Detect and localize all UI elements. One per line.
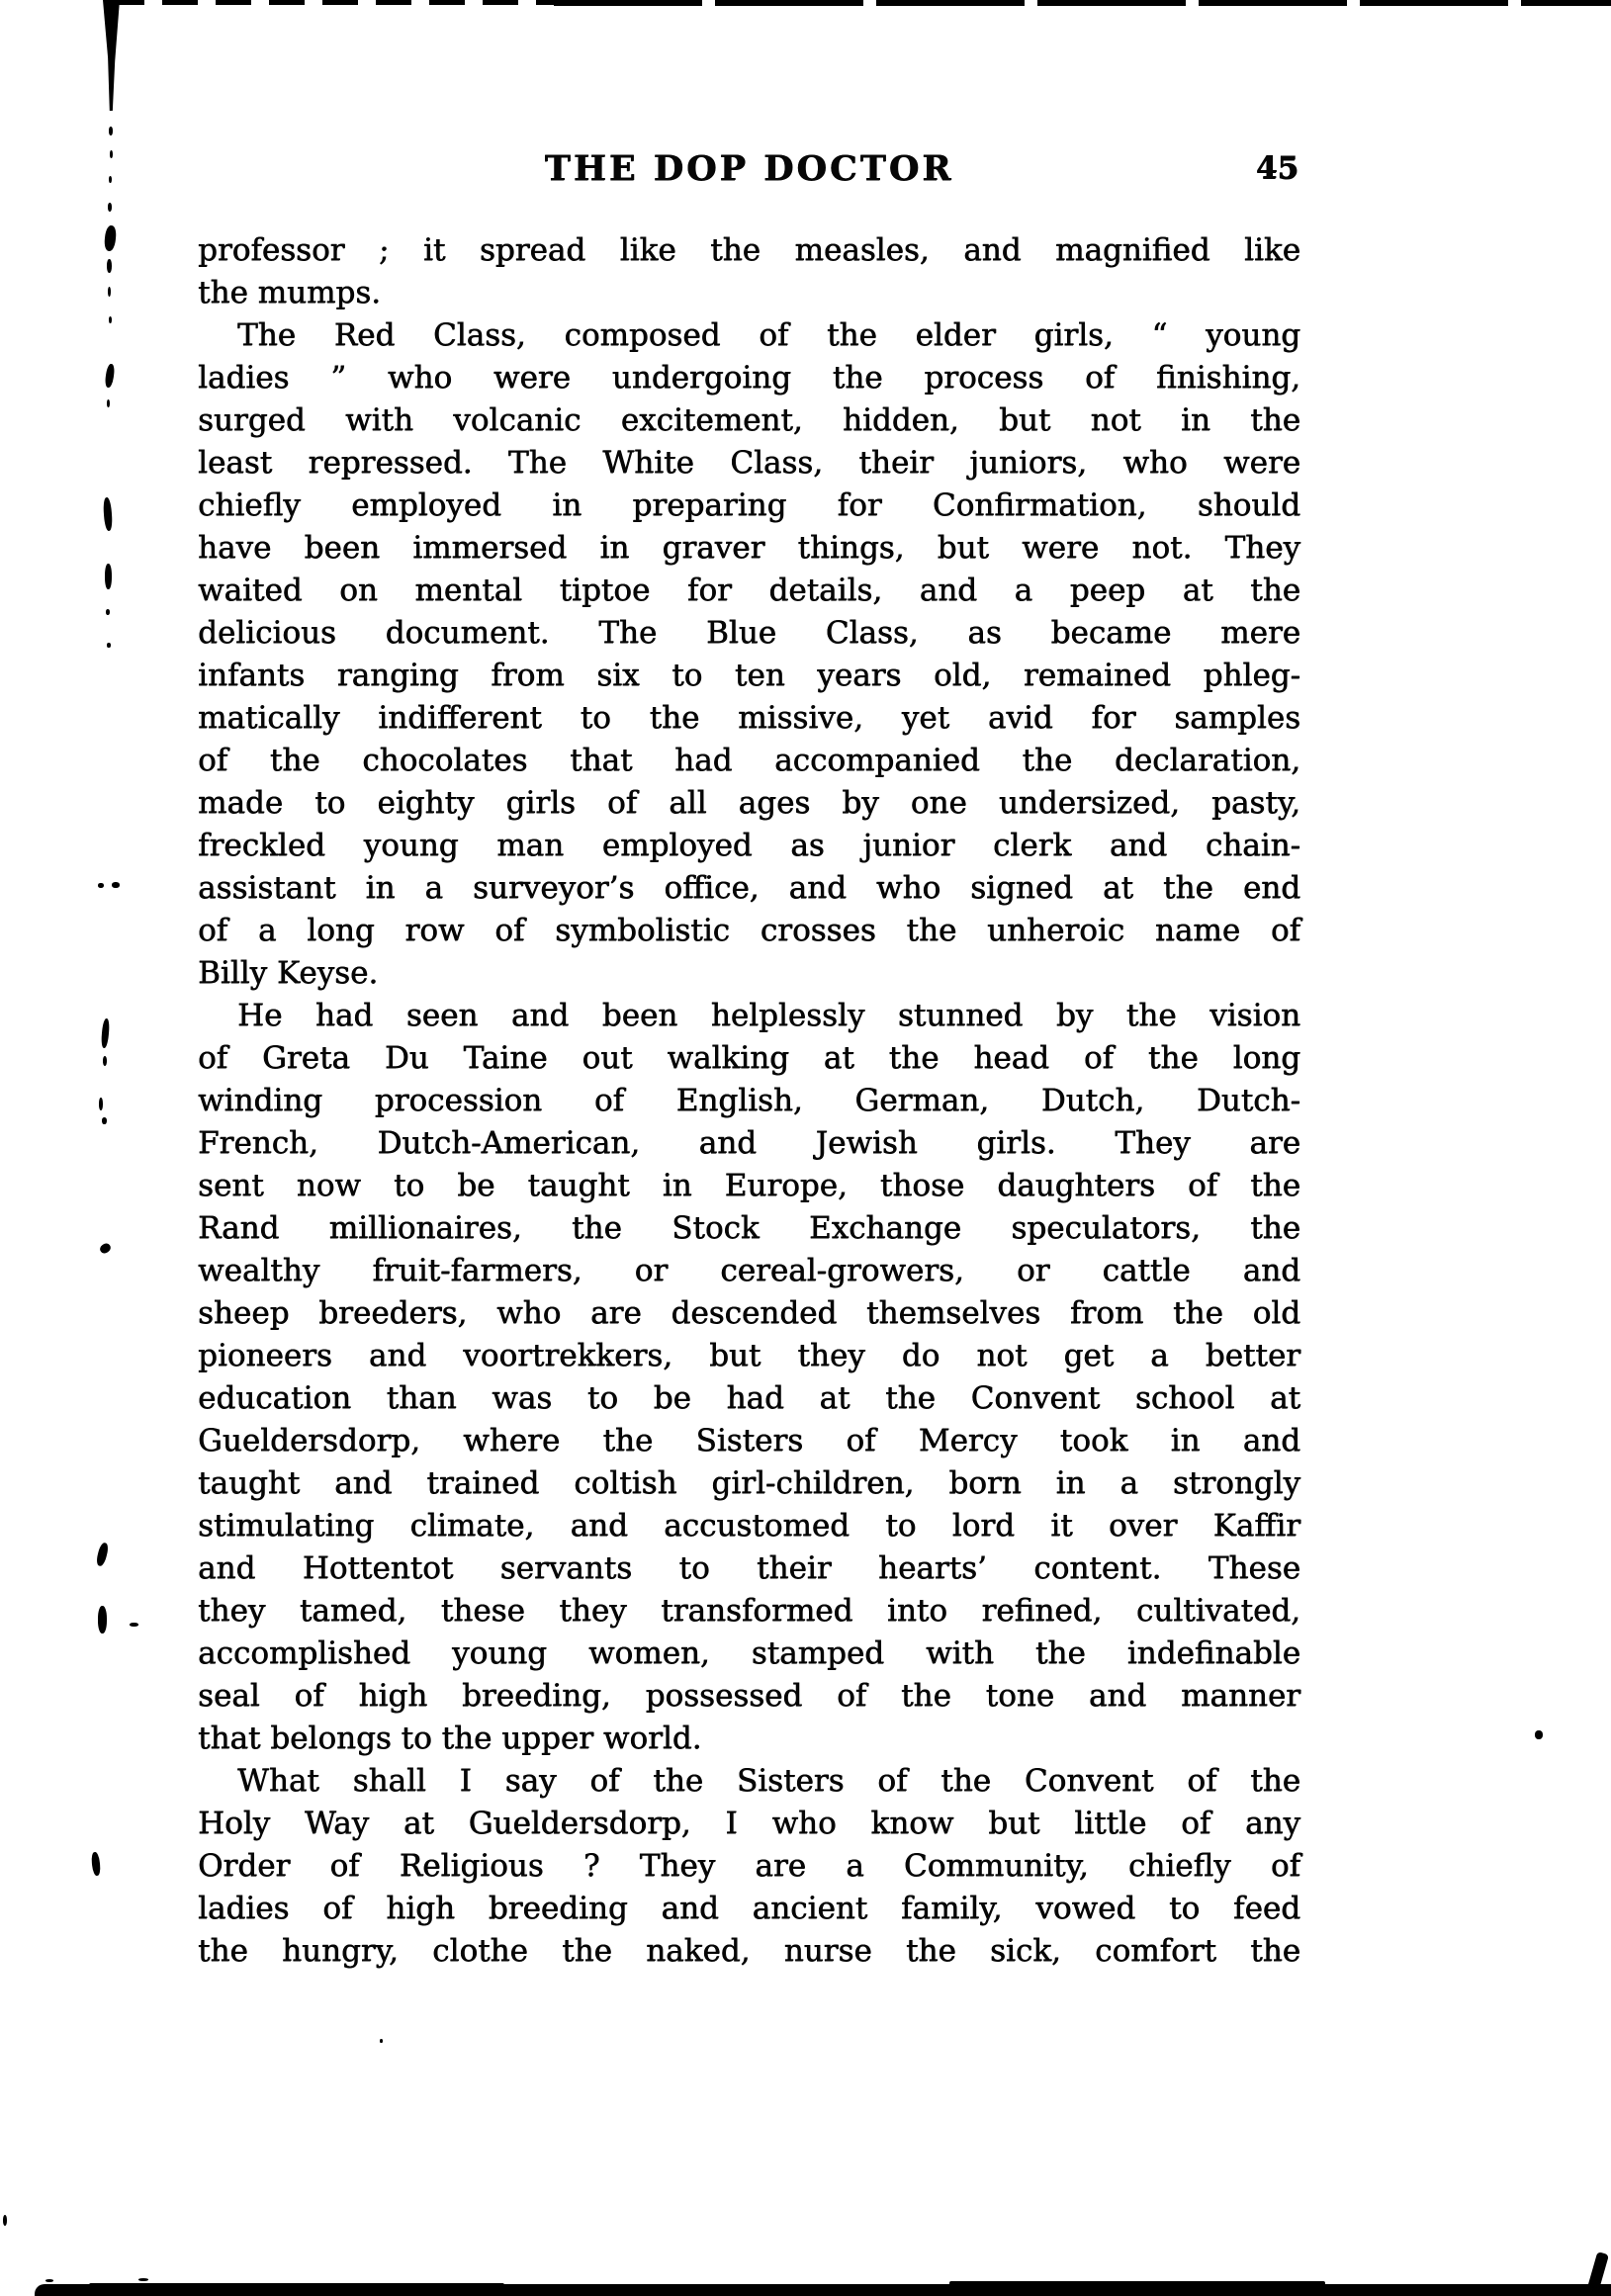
ink-speck	[3, 2215, 7, 2226]
ink-speck	[91, 1852, 101, 1877]
text-line: chiefly employed in preparing for Confirmation, should	[198, 487, 1300, 523]
scan-artifact-top-edge-left	[109, 0, 554, 5]
ink-speck	[99, 1098, 103, 1110]
text-line: have been immersed in graver things, but were not. They	[198, 530, 1300, 566]
text-line: French, Dutch-American, and Jewish girls. They are	[198, 1125, 1300, 1161]
text-line: What shall I say of the Sisters of the Convent of the	[237, 1763, 1300, 1799]
text-line: made to eighty girls of all ages by one undersized, pasty,	[198, 785, 1300, 821]
text-line: professor ; it spread like the measles, and magnified like	[198, 232, 1300, 268]
text-line: that belongs to the upper world.	[198, 1721, 702, 1756]
text-line: sent now to be taught in Europe, those daughters of the	[198, 1168, 1300, 1203]
text-line: Rand millionaires, the Stock Exchange speculators, the	[198, 1210, 1300, 1246]
ink-speck	[106, 609, 110, 615]
text-line: ladies ” who were undergoing the process of finishing,	[198, 360, 1300, 396]
ink-speck	[101, 1018, 111, 1048]
ink-speck	[138, 2278, 148, 2281]
text-line: surged with volcanic excitement, hidden, but not in the	[198, 402, 1300, 438]
text-line: of a long row of symbolistic crosses the unheroic name of	[198, 913, 1300, 948]
text-line: stimulating climate, and accustomed to lord it over Kaffir	[198, 1508, 1300, 1544]
text-line: assistant in a surveyor’s office, and who signed at the end	[198, 870, 1300, 906]
text-line: Billy Keyse.	[198, 955, 379, 991]
scan-artifact-bottom-thick2	[949, 2281, 1325, 2286]
text-line: He had seen and been helplessly stunned by the vision	[237, 998, 1300, 1033]
ink-speck	[1535, 1730, 1543, 1739]
ink-speck	[95, 1542, 110, 1566]
text-line: and Hottentot servants to their hearts’ content. These	[198, 1550, 1300, 1586]
text-line: least repressed. The White Class, their juniors, who were	[198, 445, 1300, 481]
scan-artifact-corner-bar	[103, 0, 120, 111]
ink-speck	[107, 399, 110, 407]
text-line: seal of high breeding, possessed of the tone and manner	[198, 1678, 1300, 1714]
text-line: they tamed, these they transformed into refined, cultivated,	[198, 1593, 1300, 1629]
text-line: The Red Class, composed of the elder girls, “ young	[237, 317, 1300, 353]
text-line: Gueldersdorp, where the Sisters of Mercy took in and	[198, 1423, 1300, 1458]
ink-speck	[110, 150, 113, 158]
body-text	[198, 229, 1300, 1973]
ink-speck	[130, 1623, 138, 1627]
ink-speck	[112, 882, 120, 888]
text-line: waited on mental tiptoe for details, and a peep at the	[198, 573, 1300, 608]
ink-speck	[107, 259, 112, 273]
ink-speck	[98, 883, 104, 888]
text-line: Order of Religious ? They are a Community, chiefly of	[198, 1848, 1300, 1884]
page-number: 45	[1255, 150, 1298, 186]
ink-speck	[45, 2279, 53, 2282]
text-line: the hungry, clothe the naked, nurse the sick, comfort the	[198, 1933, 1300, 1969]
scan-artifact-top-edge-right	[554, 0, 1611, 6]
ink-speck	[104, 364, 115, 389]
text-line: sheep breeders, who are descended themselves from the old	[198, 1295, 1300, 1331]
ink-speck	[103, 1056, 107, 1066]
scan-artifact-bottom-thick	[89, 2283, 504, 2287]
text-line: pioneers and voortrekkers, but they do not get a better	[198, 1338, 1300, 1373]
ink-speck	[108, 203, 112, 212]
page-title: THE DOP DOCTOR	[544, 148, 954, 189]
ink-speck	[105, 564, 112, 589]
ink-speck	[103, 497, 113, 531]
ink-speck	[109, 176, 112, 183]
ink-speck	[98, 1242, 112, 1256]
text-line: wealthy fruit-farmers, or cereal-growers, or cattle and	[198, 1253, 1300, 1288]
text-line: education than was to be had at the Convent school at	[198, 1380, 1300, 1416]
running-header	[198, 148, 1300, 200]
text-line: ladies of high breeding and ancient family, vowed to feed	[198, 1891, 1300, 1926]
ink-speck	[109, 127, 113, 135]
text-line: matically indifferent to the missive, yet avid for samples	[198, 700, 1300, 736]
text-line: delicious document. The Blue Class, as became mere	[198, 615, 1300, 651]
text-line: the mumps.	[198, 275, 381, 310]
ink-speck	[104, 224, 118, 251]
text-line: freckled young man employed as junior clerk and chain-	[198, 828, 1300, 863]
ink-speck	[108, 287, 111, 297]
text-line: accomplished young women, stamped with the indefinable	[198, 1635, 1300, 1671]
text-line: infants ranging from six to ten years old, remained phleg-	[198, 658, 1300, 693]
ink-speck	[109, 316, 112, 323]
ink-speck	[102, 1117, 107, 1124]
ink-speck	[98, 1606, 107, 1634]
text-line: winding procession of English, German, Dutch, Dutch-	[198, 1083, 1300, 1118]
ink-speck	[380, 2039, 383, 2043]
text-line: of Greta Du Taine out walking at the head of the long	[198, 1040, 1300, 1076]
text-line: taught and trained coltish girl-children, born in a strongly	[198, 1465, 1300, 1501]
ink-speck	[107, 643, 111, 648]
text-line: Holy Way at Gueldersdorp, I who know but little of any	[198, 1806, 1300, 1841]
text-line: of the chocolates that had accompanied the declaration,	[198, 743, 1300, 778]
